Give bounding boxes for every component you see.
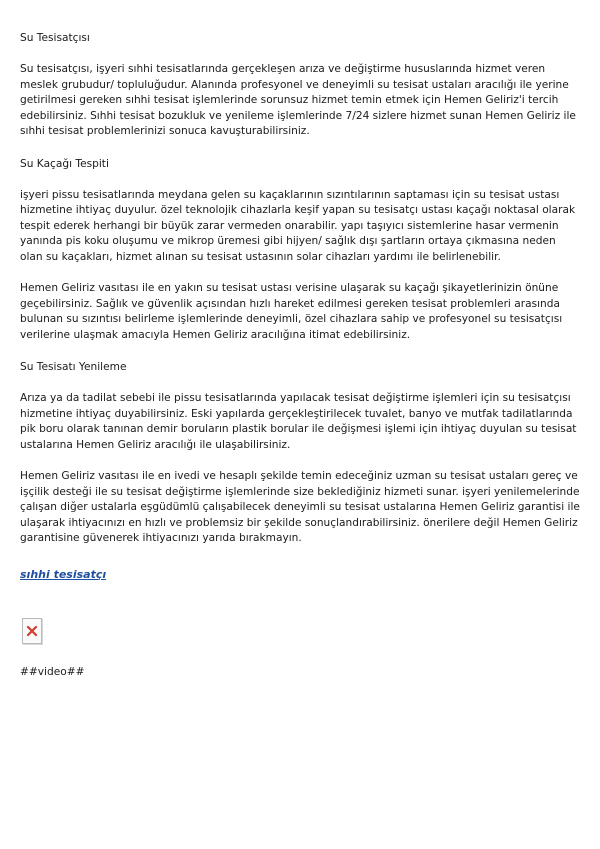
link-container bbox=[20, 563, 580, 582]
section-su-tesisatcisi bbox=[20, 30, 580, 140]
section-heading: Su Tesisatçısı bbox=[20, 32, 90, 44]
x-mark-icon bbox=[26, 625, 38, 637]
section-heading: Su Tesisatı Yenileme bbox=[20, 361, 127, 373]
video-placeholder: ##video## bbox=[20, 665, 85, 678]
broken-image-icon bbox=[22, 618, 42, 644]
paragraph: Su tesisatçısı, işyeri sıhhi tesisatlarında gerçekleşen arıza ve değiştirme hususlarında hizmet veren meslek grubudur/ topluluğudur. Alanında profesyonel ve deneyimli su tesisat ustaları aracılığı ile yerine getirilmesi gereken sıhhi tesisat işlemlerinde sorunsuz hizmet temin etmek için Hemen Geliriz'i tercih edebilirsiniz. Sıhhi tesisat bozukluk ve yenileme işlemlerinde 7/24 sizlere hizmet sunan Hemen Geliriz ile sıhhi tesisat problemlerinizi sonuca kavuşturabilirsiniz. bbox=[20, 63, 576, 137]
section-heading: Su Kaçağı Tespiti bbox=[20, 157, 109, 170]
paragraph: Arıza ya da tadilat sebebi ile pissu tesisatlarında yapılacak tesisat değiştirme işlemleri için su tesisatçısı hizmetine ihtiyaç duyabilirsiniz. Eski yapılarda gerçekleştirilecek tuvalet, banyo ve mutfak tadilatlarında pik boru olarak tanınan demir boruların plastik borular ile değişmesi işlemi için ihtiyaç duyulan su tesisat ustalarına Hemen Geliriz aracılığı ile ulaşabilirsiniz. bbox=[20, 392, 577, 451]
paragraph: Hemen Geliriz vasıtası ile en yakın su tesisat ustası verisine ulaşarak su kaçağı şikayetlerinizin önüne geçebilirsiniz. Sağlık ve güvenlik açısından hızlı hareket edilmesi gereken tesisat problemleri arasında bulunan su sızıntısı belirleme işlemlerinde deneyimli, özel cihazlara sahip ve profesyonel su tesisatçısı verilerine ulaşmak amacıyla Hemen Geliriz aracılığına itimat edebilirsiniz. bbox=[20, 282, 563, 341]
paragraph: işyeri pissu tesisatlarında meydana gelen su kaçaklarının sızıntılarının saptaması için su tesisat ustası hizmetine ihtiyaç duyulur. özel teknolojik cihazlarla keşif yapan su tesisatçı ustası kaçağı noktasal olarak tespit ederek herhangi bir büyük zarar vermeden onarabilir. yapı taşıyıcı sistemlerine hasar vermenin yanında pis koku oluşumu ve mikrop üremesi gibi hijyen/ sağlık dışı şartların ortaya çıkmasına neden olan su kaçakları, hizmet alınan su tesisat ustasının solar cihazları yardımı ile belirlenebilir. bbox=[20, 188, 576, 263]
section-su-tesisati-yenileme bbox=[20, 359, 580, 547]
sihhi-tesisatci-link[interactable]: sıhhi tesisatçı bbox=[20, 567, 107, 581]
document-page bbox=[20, 30, 580, 680]
section-su-kacagi-tespiti bbox=[20, 156, 580, 344]
paragraph: Hemen Geliriz vasıtası ile en ivedi ve hesaplı şekilde temin edeceğiniz uzman su tesisat ustaları gereç ve işçilik desteği ile su tesisat değiştirme işlemlerinde size beklediğiniz hizmeti sunar. işyeri yenilemelerinde çalışan diğer ustalarla eşgüdümlü çalışabilecek deneyimli su tesisat ustalarına Hemen Geliriz garantisi ile ulaşarak ihtiyacınızı en hızlı ve problemsiz bir şekilde sonuçlandırabilirsiniz. önerilere değil Hemen Geliriz garantisine güvenerek ihtiyacınızı yarıda bırakmayın. bbox=[20, 470, 580, 544]
